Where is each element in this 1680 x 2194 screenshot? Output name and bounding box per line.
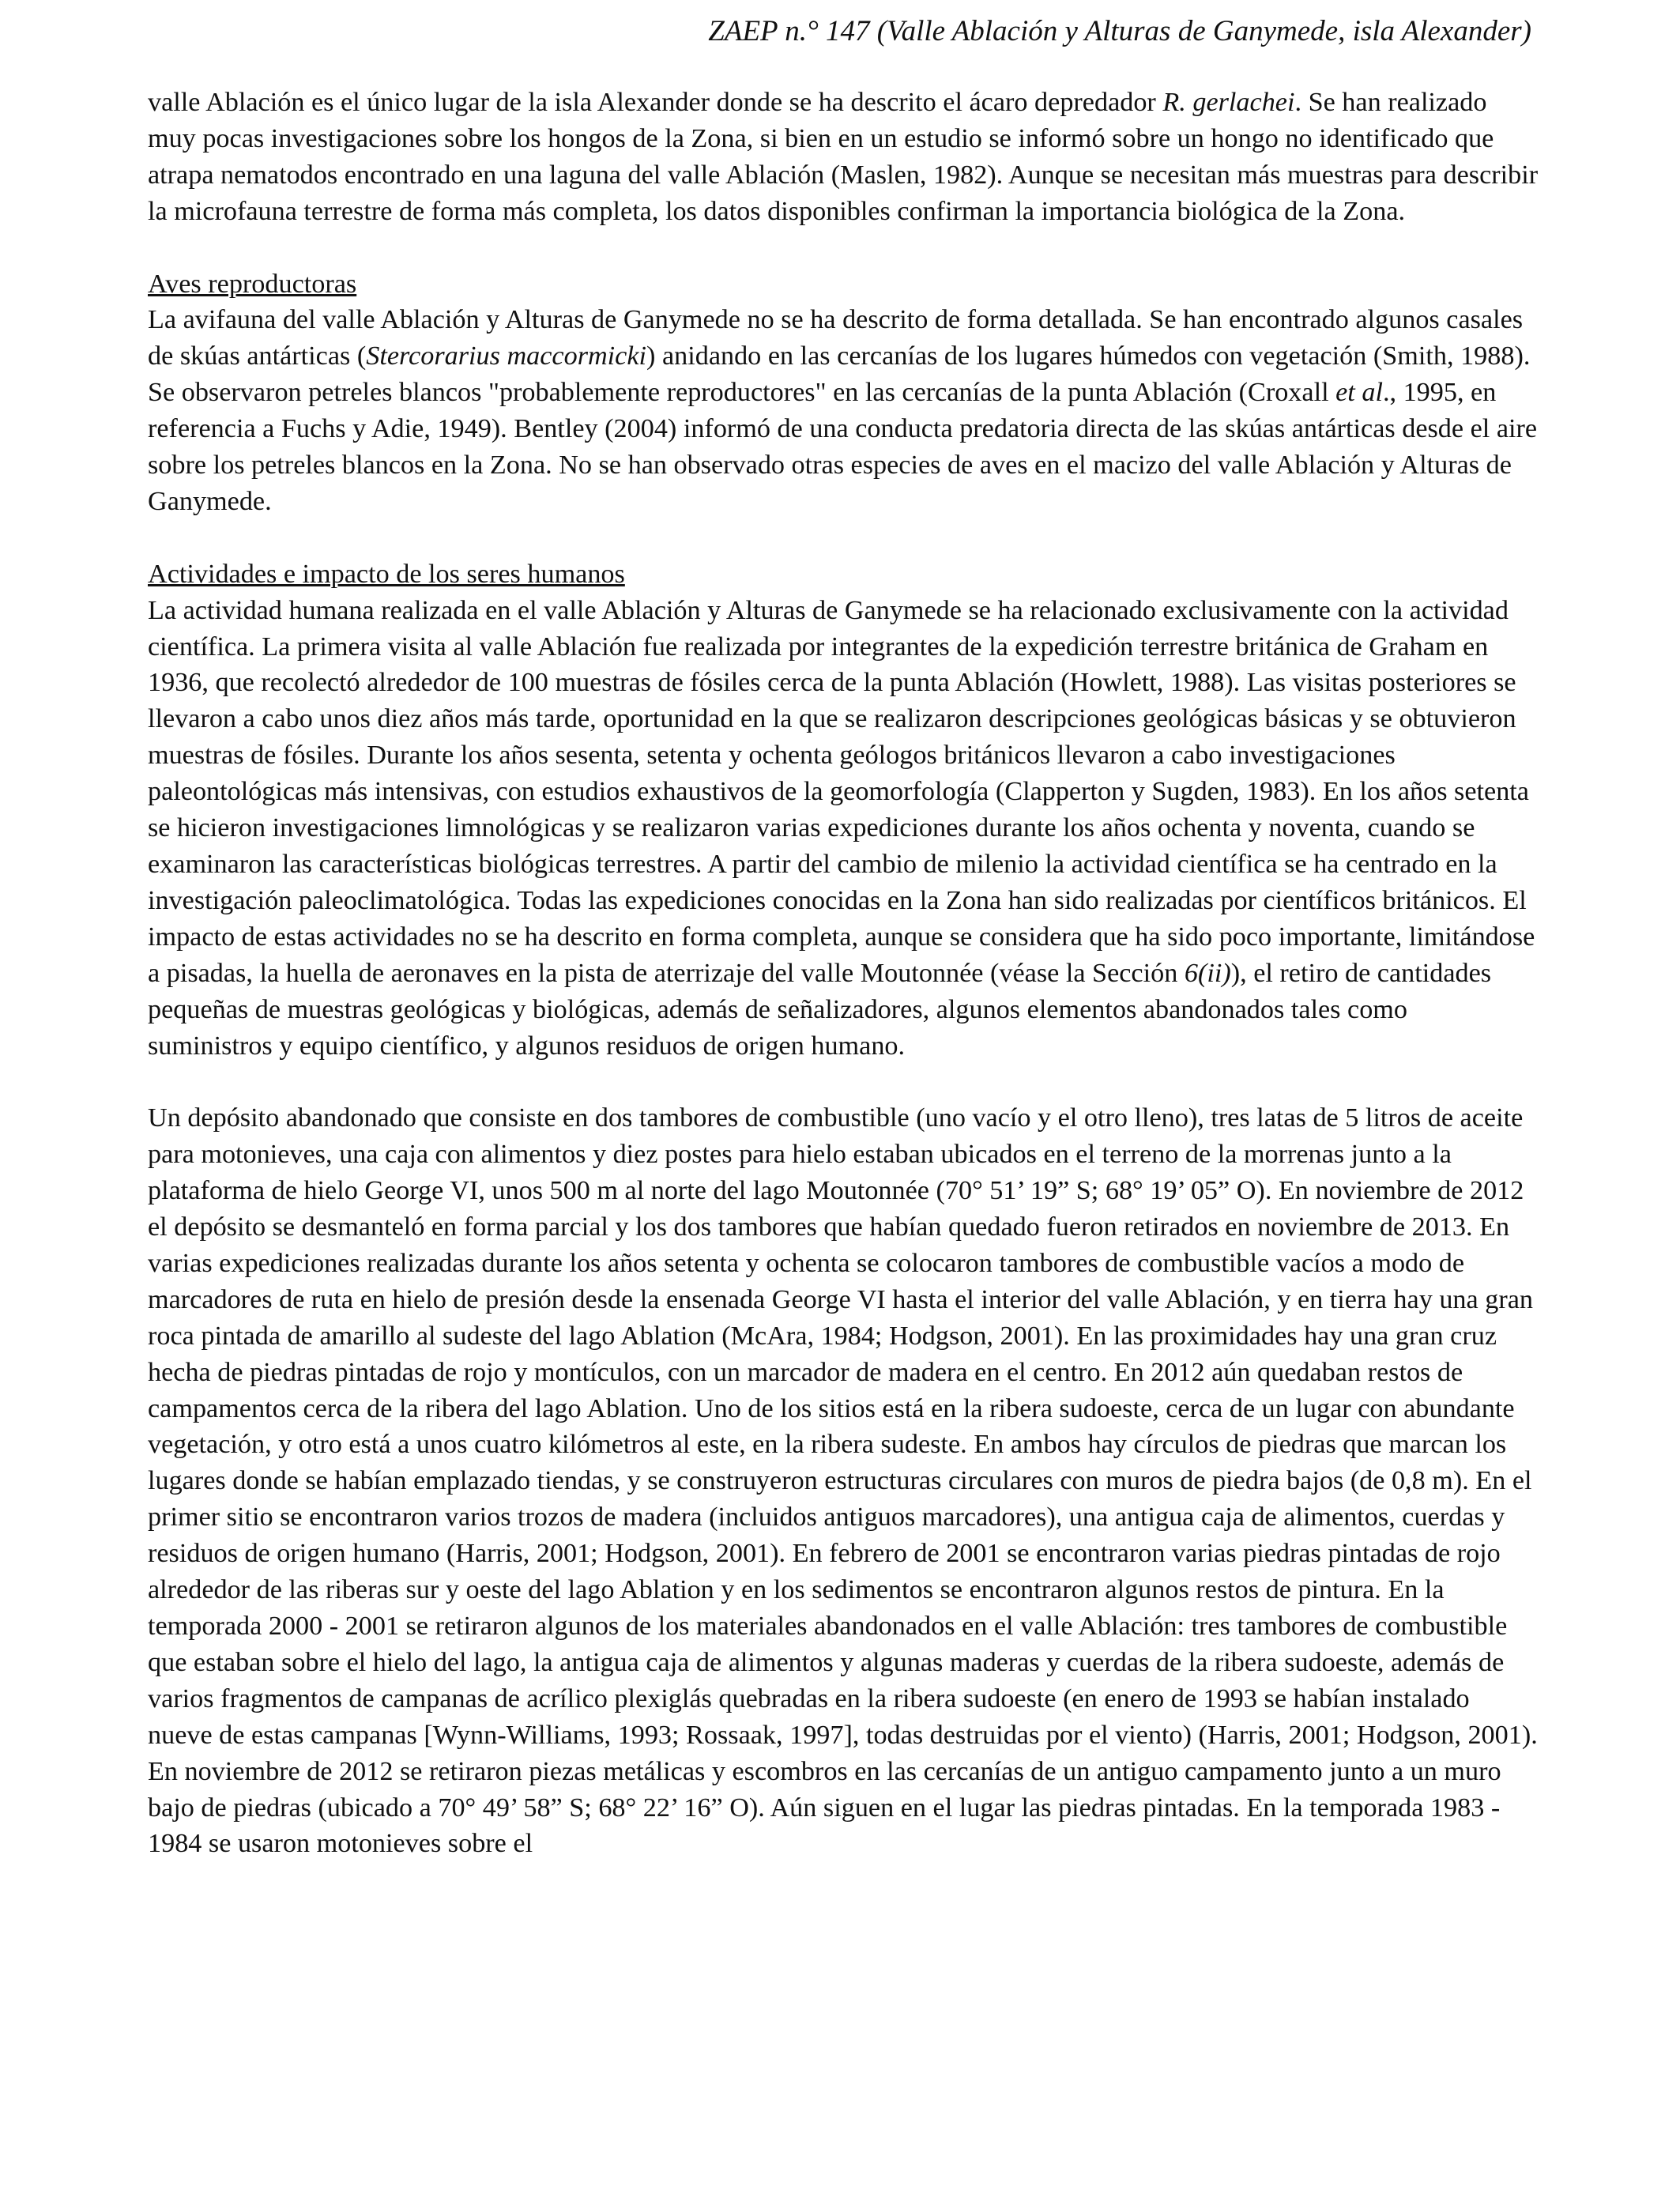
paragraph-text: valle Ablación es el único lugar de la isla Alexander donde se ha descrito el ácaro depredador bbox=[148, 88, 1163, 117]
paragraph-text: ., 1995, en referencia a Fuchs y Adie, 1949). Bentley (2004) informó de una conducta predatoria directa de las skúas antárticas desde el aire sobre los petreles blancos en la Zona. No se han observado otras especies de aves en el macizo del valle Ablación y Alturas de Ganymede. bbox=[148, 378, 1538, 516]
species-name: R. gerlachei bbox=[1162, 88, 1295, 117]
document-body bbox=[148, 85, 1539, 1862]
paragraph-text: ) anidando en las cercanías de los lugares húmedos con vegetación (Smith, 1988). Se observaron petreles blancos "probablemente reproductores" en las cercanías de la punta Ablación (Croxall bbox=[148, 341, 1531, 408]
species-name: Stercorarius maccormicki bbox=[366, 341, 647, 371]
paragraph-spacer bbox=[148, 1064, 1539, 1100]
paragraph-text: La avifauna del valle Ablación y Alturas de Ganymede no se ha descrito de forma detallada. Se han encontrado algunos casales de skúas antárticas ( bbox=[148, 305, 1524, 371]
paragraph-spacer bbox=[148, 230, 1539, 266]
paragraph-microfauna bbox=[148, 85, 1539, 230]
paragraph-spacer bbox=[148, 520, 1539, 556]
paragraph-text: ), el retiro de cantidades pequeñas de muestras geológicas y biológicas, además de señalizadores, algunos elementos abandonados tales como suministros y equipo científico, y algunos residuos de origen humano. bbox=[148, 958, 1492, 1061]
running-header: ZAEP n.° 147 (Valle Ablación y Alturas de Ganymede, isla Alexander) bbox=[708, 15, 1531, 47]
paragraph-text: . Se han realizado muy pocas investigaciones sobre los hongos de la Zona, si bien en un estudio se informó sobre un hongo no identificado que atrapa nematodos encontrado en una laguna del valle Ablación (Maslen, 1982). Aunque se necesitan más muestras para describir la microfauna terrestre de forma más completa, los datos disponibles confirman la importancia biológica de la Zona. bbox=[148, 88, 1539, 226]
paragraph-birds bbox=[148, 302, 1539, 519]
paragraph-abandoned-depot: Un depósito abandonado que consiste en dos tambores de combustible (uno vacío y el otro lleno), tres latas de 5 litros de aceite para motonieves, una caja con alimentos y diez postes para hielo estaban ubicados en el terreno de la morrenas junto a la plataforma de hielo George VI, unos 500 m al norte del lago Moutonnée (70° 51’ 19” S; 68° 19’ 05” O). En noviembre de 2012 el depósito se desmanteló en forma parcial y los dos tambores que habían quedado fueron retirados en noviembre de 2013. En varias expediciones realizadas durante los años setenta y ochenta se colocaron tambores de combustible vacíos a modo de marcadores de ruta en hielo de presión desde la ensenada George VI hasta el interior del valle Ablación, y en tierra hay una gran roca pintada de amarillo al sudeste del lago Ablation (McAra, 1984; Hodgson, 2001). En las proximidades hay una gran cruz hecha de piedras pintadas de rojo y montículos, con un marcador de madera en el centro. En 2012 aún quedaban restos de campamentos cerca de la ribera del lago Ablation. Uno de los sitios está en la ribera sudoeste, cerca de un lugar con abundante vegetación, y otro está a unos cuatro kilómetros al este, en la ribera sudeste. En ambos hay círculos de piedras que marcan los lugares donde se habían emplazado tiendas, y se construyeron estructuras circulares con muros de piedra bajos (de 0,8 m). En el primer sitio se encontraron varios trozos de madera (incluidos antiguos marcadores), una antigua caja de alimentos, cuerdas y residuos de origen humano (Harris, 2001; Hodgson, 2001). En febrero de 2001 se encontraron varias piedras pintadas de rojo alrededor de las riberas sur y oeste del lago Ablation y en los sedimentos se encontraron algunos restos de pintura. En la temporada 2000 - 2001 se retiraron algunos de los materiales abandonados en el valle Ablación: tres tambores de combustible que estaban sobre el hielo del lago, la antigua caja de alimentos y algunas maderas y cuerdas de la ribera sudoeste, además de varios fragmentos de campanas de acrílico plexiglás quebradas en la ribera sudoeste (en enero de 1993 se habían instalado nueve de estas campanas [Wynn-Williams, 1993; Rossaak, 1997], todas destruidas por el viento) (Harris, 2001; Hodgson, 2001). En noviembre de 2012 se retiraron piezas metálicas y escombros en las cercanías de un antiguo campamento junto a un muro bajo de piedras (ubicado a 70° 49’ 58” S; 68° 22’ 16” O). Aún siguen en el lugar las piedras pintadas. En la temporada 1983 - 1984 se usaron motonieves sobre el bbox=[148, 1103, 1538, 1859]
section-heading-birds: Aves reproductoras bbox=[148, 269, 357, 299]
citation-et-al: et al bbox=[1335, 378, 1383, 408]
section-heading-human-activities: Actividades e impacto de los seres humanos bbox=[148, 559, 625, 589]
paragraph-text: La actividad humana realizada en el valle Ablación y Alturas de Ganymede se ha relacionado exclusivamente con la actividad científica. La primera visita al valle Ablación fue realizada por integrantes de la expedición terrestre británica de Graham en 1936, que recolectó alrededor de 100 muestras de fósiles cerca de la punta Ablación (Howlett, 1988). Las visitas posteriores se llevaron a cabo unos diez años más tarde, oportunidad en la que se realizaron descripciones geológicas básicas y se obtuvieron muestras de fósiles. Durante los años sesenta, setenta y ochenta geólogos británicos llevaron a cabo investigaciones paleontológicas más intensivas, con estudios exhaustivos de la geomorfología (Clapperton y Sugden, 1983). En los años setenta se hicieron investigaciones limnológicas y se realizaron varias expediciones durante los años ochenta y noventa, cuando se examinaron las características biológicas terrestres. A partir del cambio de milenio la actividad científica se ha centrado en la investigación paleoclimatológica. Todas las expediciones conocidas en la Zona han sido realizadas por científicos británicos. El impacto de estas actividades no se ha descrito en forma completa, aunque se considera que ha sido poco importante, limitándose a pisadas, la huella de aeronaves en la pista de aterrizaje del valle Moutonnée (véase la Sección bbox=[148, 595, 1535, 988]
paragraph-human-activities bbox=[148, 593, 1539, 1065]
section-reference: 6(ii) bbox=[1184, 958, 1231, 988]
